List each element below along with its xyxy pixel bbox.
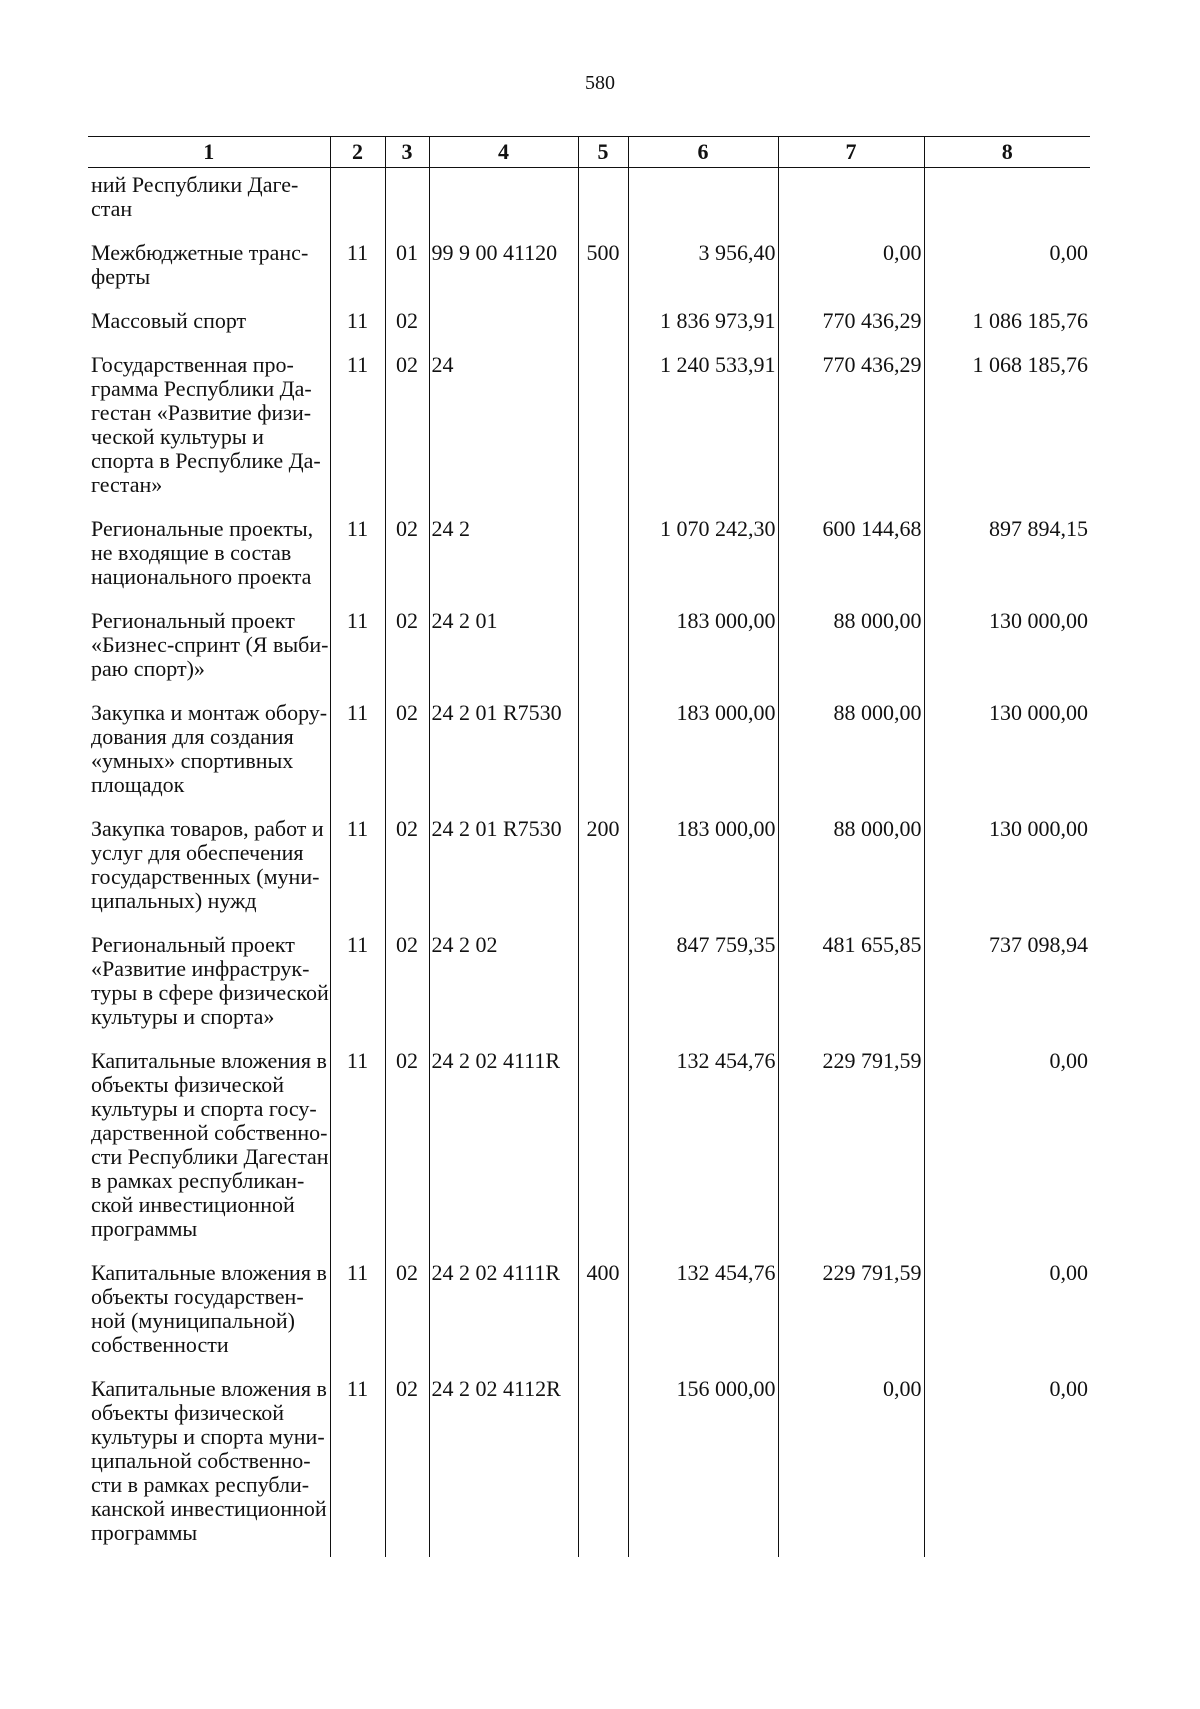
header-col-5: 5 [578,137,628,168]
table-header [88,137,1090,168]
amount-col7-cell: 770 436,29 [778,348,924,512]
amount-col8-cell: 0,00 [924,236,1090,304]
item-name-cell [88,696,330,812]
item-name-line: объекты физической [91,1400,285,1425]
item-name-line: услуг для обеспечения [91,840,304,865]
table-row [88,604,1090,696]
amount-col6-cell: 847 759,35 [628,928,778,1044]
amount-col6-cell: 183 000,00 [628,604,778,696]
item-name-cell [88,512,330,604]
expense-type-cell [578,168,628,237]
subsection-code-cell: 02 [385,696,429,812]
amount-col6-cell: 156 000,00 [628,1372,778,1557]
item-name-line: площадок [91,772,185,797]
section-code-cell: 11 [330,812,385,928]
target-article-cell: 24 2 01 R7530 [429,696,578,812]
item-name-cell [88,168,330,237]
item-name-line: Региональный проект [91,608,295,633]
item-name-line: туры в сфере физической [91,980,329,1005]
subsection-code-cell: 02 [385,1256,429,1372]
table-row [88,512,1090,604]
amount-col8-cell: 130 000,00 [924,604,1090,696]
item-name-line: ний Республики Даге- [91,172,299,197]
item-name-line: грамма Республики Да- [91,376,312,401]
amount-col6-cell: 183 000,00 [628,696,778,812]
item-name-line: Региональный проект [91,932,295,957]
table-row [88,928,1090,1044]
item-name-cell [88,236,330,304]
item-name-line: раю спорт)» [91,656,205,681]
target-article-cell: 24 [429,348,578,512]
item-name-line: «Бизнес-спринт (Я выби- [91,632,329,657]
expense-type-cell: 400 [578,1256,628,1372]
expense-type-cell [578,1044,628,1256]
subsection-code-cell: 02 [385,928,429,1044]
item-name-cell [88,1256,330,1372]
amount-col8-cell: 130 000,00 [924,812,1090,928]
amount-col6-cell: 1 836 973,91 [628,304,778,348]
item-name-line: объекты государствен- [91,1284,304,1309]
amount-col7-cell: 229 791,59 [778,1256,924,1372]
amount-col8-cell: 130 000,00 [924,696,1090,812]
target-article-cell: 24 2 02 4111R [429,1044,578,1256]
header-col-4: 4 [429,137,578,168]
table-row [88,236,1090,304]
item-name-line: «умных» спортивных [91,748,294,773]
section-code-cell: 11 [330,304,385,348]
table-row [88,1256,1090,1372]
budget-table [88,136,1090,1557]
target-article-cell [429,168,578,237]
table-row [88,1044,1090,1256]
item-name-line: стан [91,196,133,221]
item-name-line: Капитальные вложения в [91,1376,327,1401]
amount-col6-cell: 1 240 533,91 [628,348,778,512]
item-name-cell [88,1044,330,1256]
section-code-cell: 11 [330,604,385,696]
target-article-cell: 24 2 02 4112R [429,1372,578,1557]
item-name-line: Закупка и монтаж обору- [91,700,328,725]
table-row [88,812,1090,928]
target-article-cell: 24 2 [429,512,578,604]
amount-col8-cell: 0,00 [924,1256,1090,1372]
amount-col8-cell: 0,00 [924,1044,1090,1256]
item-name-line: гестан «Развитие физи- [91,400,312,425]
amount-col8-cell: 737 098,94 [924,928,1090,1044]
subsection-code-cell: 02 [385,812,429,928]
item-name-line: культуры и спорта муни- [91,1424,325,1449]
target-article-cell: 24 2 01 R7530 [429,812,578,928]
header-col-8: 8 [924,137,1090,168]
expense-type-cell [578,696,628,812]
target-article-cell: 24 2 02 [429,928,578,1044]
expense-type-cell [578,304,628,348]
subsection-code-cell: 02 [385,304,429,348]
item-name-cell [88,348,330,512]
expense-type-cell: 500 [578,236,628,304]
expense-type-cell [578,604,628,696]
item-name-line: Капитальные вложения в [91,1260,327,1285]
subsection-code-cell: 02 [385,348,429,512]
item-name-line: «Развитие инфраструк- [91,956,310,981]
item-name-cell [88,1372,330,1557]
amount-col8-cell: 897 894,15 [924,512,1090,604]
header-col-6: 6 [628,137,778,168]
item-name-line: дарственной собственно- [91,1120,328,1145]
section-code-cell: 11 [330,236,385,304]
header-row [88,137,1090,168]
item-name-line: дования для создания [91,724,294,749]
item-name-line: Закупка товаров, работ и [91,816,324,841]
header-col-3: 3 [385,137,429,168]
amount-col6-cell: 3 956,40 [628,236,778,304]
item-name-line: канской инвестиционной [91,1496,327,1521]
amount-col8-cell: 0,00 [924,1372,1090,1557]
amount-col7-cell: 770 436,29 [778,304,924,348]
table-row [88,696,1090,812]
item-name-line: гестан» [91,472,163,497]
item-name-line: ческой культуры и [91,424,264,449]
item-name-line: ской инвестиционной [91,1192,295,1217]
amount-col7-cell: 481 655,85 [778,928,924,1044]
amount-col6-cell [628,168,778,237]
table-body [88,168,1090,1558]
amount-col7-cell [778,168,924,237]
expense-type-cell: 200 [578,812,628,928]
item-name-cell [88,604,330,696]
amount-col6-cell: 1 070 242,30 [628,512,778,604]
section-code-cell: 11 [330,512,385,604]
item-name-line: ципальных) нужд [91,888,257,913]
target-article-cell: 24 2 02 4111R [429,1256,578,1372]
subsection-code-cell: 02 [385,1372,429,1557]
expense-type-cell [578,928,628,1044]
item-name-line: Региональные проекты, [91,516,314,541]
item-name-line: Массовый спорт [91,308,247,333]
page-number: 580 [585,72,615,94]
item-name-line: не входящие в состав [91,540,292,565]
amount-col6-cell: 132 454,76 [628,1256,778,1372]
subsection-code-cell: 02 [385,512,429,604]
section-code-cell [330,168,385,237]
amount-col7-cell: 88 000,00 [778,812,924,928]
expense-type-cell [578,512,628,604]
amount-col7-cell: 229 791,59 [778,1044,924,1256]
item-name-line: государственных (муни- [91,864,320,889]
section-code-cell: 11 [330,696,385,812]
item-name-line: культуры и спорта госу- [91,1096,317,1121]
amount-col8-cell: 1 086 185,76 [924,304,1090,348]
section-code-cell: 11 [330,1372,385,1557]
expense-type-cell [578,1372,628,1557]
amount-col6-cell: 183 000,00 [628,812,778,928]
item-name-cell [88,304,330,348]
amount-col6-cell: 132 454,76 [628,1044,778,1256]
subsection-code-cell: 02 [385,604,429,696]
item-name-line: Межбюджетные транс- [91,240,309,265]
header-col-2: 2 [330,137,385,168]
subsection-code-cell: 01 [385,236,429,304]
item-name-cell [88,812,330,928]
item-name-line: сти Республики Дагестан [91,1144,329,1169]
section-code-cell: 11 [330,1044,385,1256]
amount-col7-cell: 88 000,00 [778,604,924,696]
item-name-line: собственности [91,1332,229,1357]
table-row [88,348,1090,512]
section-code-cell: 11 [330,1256,385,1372]
item-name-line: программы [91,1216,198,1241]
subsection-code-cell: 02 [385,1044,429,1256]
item-name-line: Государственная про- [91,352,294,377]
table-row [88,304,1090,348]
subsection-code-cell [385,168,429,237]
amount-col7-cell: 0,00 [778,236,924,304]
target-article-cell: 99 9 00 41120 [429,236,578,304]
item-name-line: ферты [91,264,151,289]
expense-type-cell [578,348,628,512]
item-name-line: объекты физической [91,1072,285,1097]
target-article-cell: 24 2 01 [429,604,578,696]
amount-col7-cell: 600 144,68 [778,512,924,604]
item-name-line: национального проекта [91,564,312,589]
item-name-line: Капитальные вложения в [91,1048,327,1073]
item-name-cell [88,928,330,1044]
item-name-line: программы [91,1520,198,1545]
item-name-line: ной (муниципальной) [91,1308,296,1333]
item-name-line: культуры и спорта» [91,1004,275,1029]
header-col-7: 7 [778,137,924,168]
table-row [88,168,1090,237]
section-code-cell: 11 [330,348,385,512]
section-code-cell: 11 [330,928,385,1044]
header-col-1: 1 [88,137,330,168]
item-name-line: спорта в Республике Да- [91,448,321,473]
amount-col7-cell: 0,00 [778,1372,924,1557]
amount-col7-cell: 88 000,00 [778,696,924,812]
item-name-line: ципальной собственно- [91,1448,311,1473]
amount-col8-cell [924,168,1090,237]
target-article-cell [429,304,578,348]
table-row [88,1372,1090,1557]
item-name-line: сти в рамках республи- [91,1472,310,1497]
item-name-line: в рамках республикан- [91,1168,305,1193]
amount-col8-cell: 1 068 185,76 [924,348,1090,512]
